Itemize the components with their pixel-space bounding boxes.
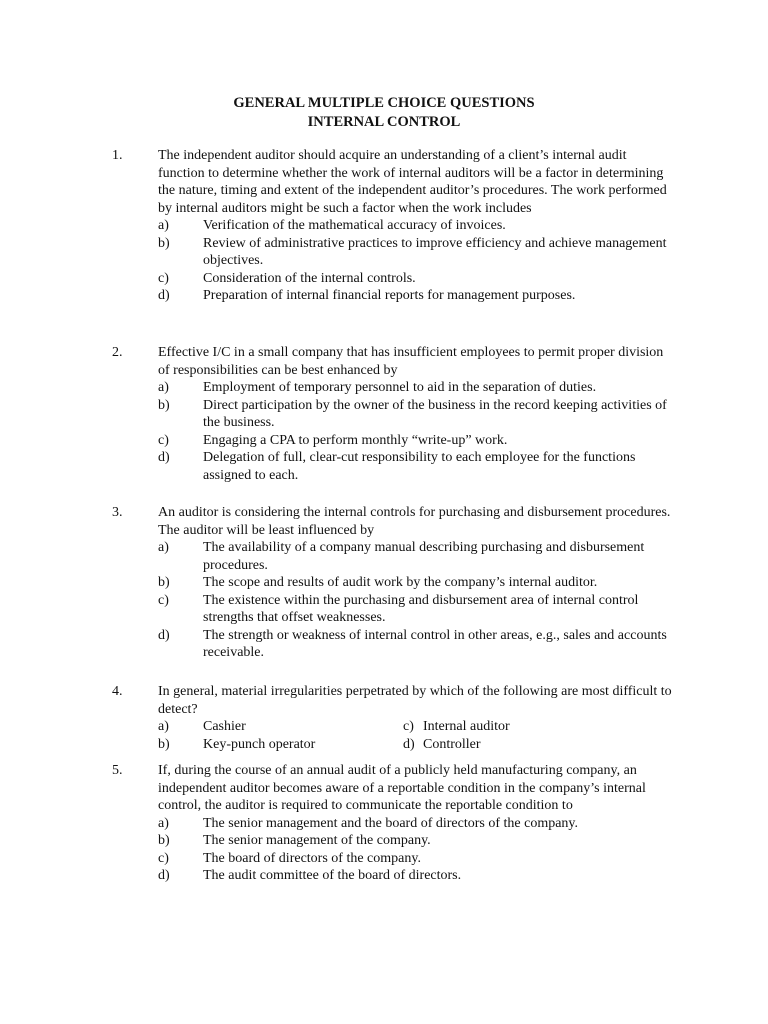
option-text: The availability of a company manual describing purchasing and disbursement procedures. — [203, 540, 645, 573]
option-text: The senior management and the board of directors of the company. — [203, 815, 579, 831]
option-a — [158, 718, 403, 736]
option-text: The existence within the purchasing and disbursement area of internal control strengths that offset weaknesses. — [203, 592, 639, 625]
question-number: 2. — [112, 345, 123, 360]
option-c — [158, 850, 672, 868]
option-letter: c) — [158, 592, 169, 608]
question-1 — [112, 147, 672, 305]
option-text: Engaging a CPA to perform monthly “write-up” work. — [203, 432, 508, 448]
option-letter: b) — [158, 833, 170, 848]
option-letter: d) — [158, 627, 170, 643]
option-text: Key-punch operator — [203, 736, 316, 752]
option-text: Internal auditor — [423, 719, 510, 734]
option-c — [158, 270, 672, 288]
option-text: The audit committee of the board of directors. — [203, 868, 462, 883]
option-d — [403, 736, 603, 754]
option-text: Controller — [423, 736, 481, 752]
title-line-1: GENERAL MULTIPLE CHOICE QUESTIONS — [233, 95, 535, 111]
option-a — [158, 815, 672, 833]
question-number: 3. — [112, 505, 123, 520]
option-letter: c) — [158, 432, 169, 448]
option-text: Employment of temporary personnel to aid in the separation of duties. — [203, 380, 597, 395]
option-a — [158, 379, 672, 397]
option-letter: a) — [158, 218, 169, 233]
option-letter: b) — [158, 736, 170, 752]
question-2 — [112, 344, 672, 484]
option-letter: c) — [158, 850, 169, 866]
option-text: The scope and results of audit work by the company’s internal auditor. — [203, 575, 598, 590]
option-text: Cashier — [203, 719, 246, 734]
option-b — [158, 397, 672, 432]
option-letter: b) — [158, 575, 170, 590]
option-letter: a) — [158, 540, 169, 555]
option-letter: d) — [158, 450, 170, 465]
option-d — [158, 627, 672, 662]
option-c — [403, 718, 603, 736]
option-a — [158, 539, 672, 574]
option-b — [158, 736, 403, 754]
option-d — [158, 449, 672, 484]
question-stem: Effective I/C in a small company that has insufficient employees to permit proper division of responsibilities can be best enhanced by — [158, 345, 664, 378]
option-text: Verification of the mathematical accuracy of invoices. — [203, 218, 506, 233]
option-letter: d) — [158, 288, 170, 303]
option-text: Review of administrative practices to improve efficiency and achieve management objectives. — [203, 235, 667, 268]
option-text: Preparation of internal financial reports for management purposes. — [203, 288, 576, 303]
option-b — [158, 832, 672, 850]
option-letter: d) — [403, 736, 415, 752]
question-number: 4. — [112, 684, 123, 699]
option-text: Direct participation by the owner of the business in the record keeping activities of the business. — [203, 397, 667, 430]
option-grid — [158, 718, 672, 753]
option-text: Delegation of full, clear-cut responsibility to each employee for the functions assigned to each. — [203, 450, 636, 483]
option-d — [158, 287, 672, 305]
option-letter: a) — [158, 380, 169, 395]
option-letter: c) — [403, 719, 414, 734]
question-stem: The independent auditor should acquire an understanding of a client’s internal audit function to determine whether the work of internal auditors will be a factor in determining the nature, timing and extent of the independent auditor’s procedures. The work performed by internal auditors might be such a factor when the work includes — [158, 148, 667, 216]
option-letter: b) — [158, 235, 170, 251]
option-a — [158, 217, 672, 235]
option-letter: a) — [158, 815, 169, 831]
option-text: Consideration of the internal controls. — [203, 270, 416, 286]
option-c — [158, 432, 672, 450]
option-c — [158, 592, 672, 627]
question-stem: An auditor is considering the internal controls for purchasing and disbursement procedures. The auditor will be least influenced by — [158, 505, 671, 538]
option-text: The board of directors of the company. — [203, 850, 421, 866]
option-b — [158, 235, 672, 270]
option-text: The senior management of the company. — [203, 833, 431, 848]
document-title — [0, 94, 768, 132]
question-3 — [112, 504, 672, 662]
question-4 — [112, 683, 672, 753]
question-number: 1. — [112, 148, 123, 163]
option-letter: d) — [158, 868, 170, 883]
option-letter: b) — [158, 397, 170, 413]
question-stem: If, during the course of an annual audit of a publicly held manufacturing company, an independent auditor becomes aware of a reportable condition in the company’s internal control, the auditor is required to communicate the reportable condition to — [158, 763, 646, 813]
option-letter: a) — [158, 719, 169, 734]
question-5 — [112, 762, 672, 885]
title-line-2: INTERNAL CONTROL — [307, 114, 461, 130]
option-d — [158, 867, 672, 885]
question-number: 5. — [112, 763, 123, 778]
option-text: The strength or weakness of internal control in other areas, e.g., sales and accounts receivable. — [203, 627, 667, 660]
option-letter: c) — [158, 270, 169, 286]
question-stem: In general, material irregularities perpetrated by which of the following are most difficult to detect? — [158, 684, 672, 717]
option-b — [158, 574, 672, 592]
